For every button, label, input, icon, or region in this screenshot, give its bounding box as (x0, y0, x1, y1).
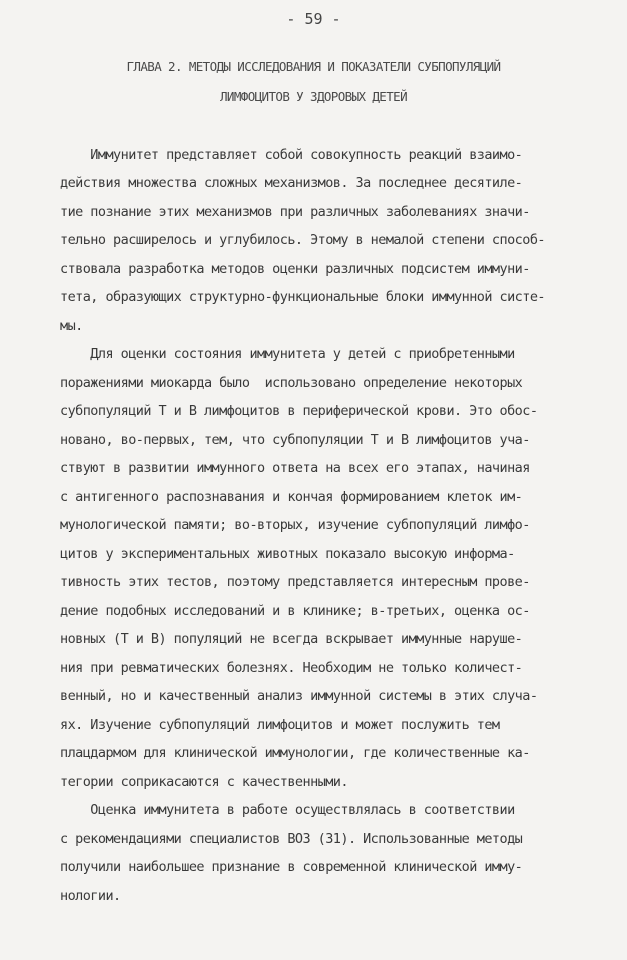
body-line: новано, во-первых, тем, что субпопуляции Т и В лимфоцитов уча- (60, 432, 530, 448)
body-line: с антигенного распознавания и кончая формированием клеток им- (60, 489, 523, 505)
body-line: субпопуляций Т и В лимфоцитов в периферической крови. Это обос- (60, 403, 538, 419)
body-line: венный, но и качественный анализ иммунной системы в этих случа- (60, 688, 538, 704)
chapter-heading-line-1: ГЛАВА 2. МЕТОДЫ ИССЛЕДОВАНИЯ И ПОКАЗАТЕЛИ СУБПОПУЛЯЦИЙ (126, 59, 501, 74)
body-line: мунологической памяти; во-вторых, изучение субпопуляций лимфо- (60, 517, 530, 533)
body-line: с рекомендациями специалистов ВОЗ (31). Использованные методы (60, 831, 523, 847)
body-line: тегории соприкасаются с качественными. (60, 774, 348, 790)
body-line: дение подобных исследований и в клинике; в-третьих, оценка ос- (60, 603, 530, 619)
body-line: тета, образующих структурно-функциональные блоки иммунной систе- (60, 289, 545, 305)
body-line: Для оценки состояния иммунитета у детей с приобретенными (60, 346, 515, 362)
body-line: ния при ревматических болезнях. Необходим не только количест- (60, 660, 523, 676)
body-line: плацдармом для клинической иммунологии, где количественные ка- (60, 745, 530, 761)
body-line: ствовала разработка методов оценки различных подсистем иммуни- (60, 261, 530, 277)
body-line: тивность этих тестов, поэтому представляется интересным прове- (60, 574, 530, 590)
body-line: Оценка иммунитета в работе осуществлялась в соответствии (60, 802, 515, 818)
body-line: ях. Изучение субпопуляций лимфоцитов и может послужить тем (60, 717, 500, 733)
body-line: нологии. (60, 888, 121, 904)
body-line: мы. (60, 318, 83, 334)
body-line: Иммунитет представляет собой совокупность реакций взаимо- (60, 147, 523, 163)
body-line: поражениями миокарда было использовано определение некоторых (60, 375, 523, 391)
body-line: тие познание этих механизмов при различных заболеваниях значи- (60, 204, 530, 220)
body-line: цитов у экспериментальных животных показало высокую информа- (60, 546, 515, 562)
body-line: ствуют в развитии иммунного ответа на всех его этапах, начиная (60, 460, 530, 476)
body-line: новных (Т и В) популяций не всегда вскрывает иммунные наруше- (60, 631, 523, 647)
chapter-heading-line-2: ЛИМФОЦИТОВ У ЗДОРОВЫХ ДЕТЕЙ (220, 89, 407, 104)
page-number: - 59 - (286, 10, 341, 28)
body-line: получили наибольшее признание в современной клинической имму- (60, 859, 523, 875)
body-line: тельно расширелось и углубилось. Этому в немалой степени способ- (60, 232, 545, 248)
body-line: действия множества сложных механизмов. За последнее десятиле- (60, 175, 523, 191)
